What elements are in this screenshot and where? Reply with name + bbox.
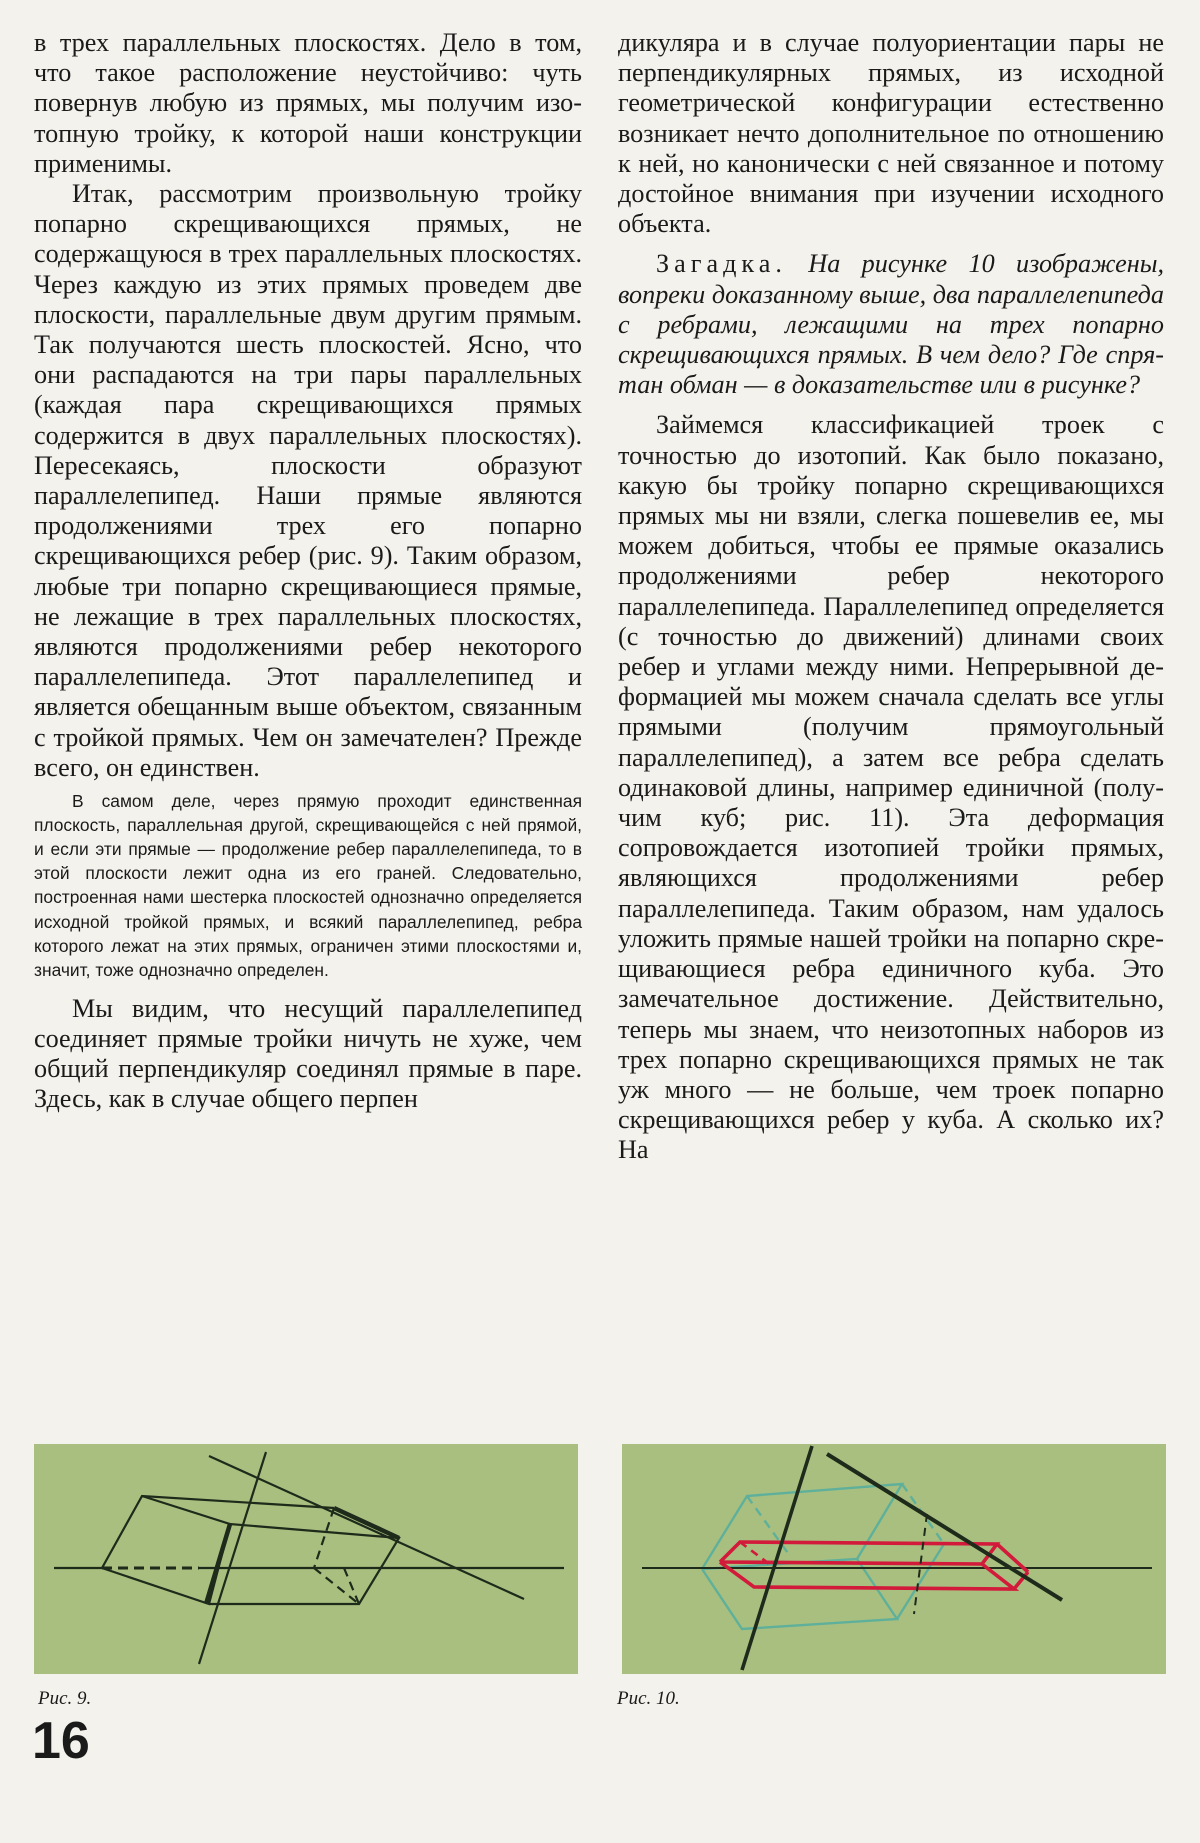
riddle-text: На рисунке 10 изображены, вопреки доказанному выше, два параллелепипеда с ребрами, лежащими на трех попарно скрещивающихся прямых. В чем дело? Где спрятан обман — в доказательстве или в рисунке?: [618, 249, 1164, 400]
left-column: [34, 28, 582, 1115]
left-paragraph-3: Мы видим, что несущий параллелепипед соединяет прямые тройки ничуть не хуже, чем общий перпендикуляр соединял прямые в паре. Здесь, как в случае общего перпен: [34, 993, 582, 1114]
fig10-teal-hidden-2: [747, 1496, 790, 1556]
fig10-teal-top: [702, 1484, 902, 1569]
riddle-paragraph: [618, 249, 1164, 400]
left-paragraph-2: Итак, рассмотрим произвольную тройку попарно скрещивающихся прямых, не содержащуюся в трех параллельных плоскостях. Через каждую из этих прямых проведем две плоскости, параллельные двум другим прямым. Так получаются шесть плоскостей. Ясно, что они распадаются на три пары параллельных (каждая пара скрещивающихся прямых содержится в двух параллельных плоскостях). Пересекаясь, плоскости образуют параллелепипед. Наши прямые являются продолжениями трех его попарно скрещивающихся ребер (рис. 9). Таким образом, любые три попарно скрещивающиеся прямые, не лежащие в трех параллельных плоскостях, являются продолжениями ребер некоторого параллелепипеда. Этот параллелепипед и является обещанным выше объектом, связанным с тройкой прямых. Чем он замечателен? Прежде всего, он единствен.: [34, 179, 582, 782]
fig10-line-diagonal: [827, 1454, 1062, 1600]
fig9-edge-hidden-1: [314, 1508, 334, 1568]
left-paragraph-1: в трех параллельных плоскостях. Дело в том, что такое расположение неустойчиво: чуть повернув любую из прямых, мы получим изотопную тройку, к которой наши конструкции применимы.: [34, 28, 582, 178]
riddle-label: Загадка.: [656, 249, 787, 279]
figure-10-caption: Рис. 10.: [617, 1688, 680, 1709]
figure-9-caption: Рис. 9.: [38, 1688, 92, 1709]
fig9-face-front: [102, 1524, 399, 1604]
left-small-print: В самом деле, через прямую проходит единственная плоскость, параллельная другой, скрещивающейся с ней прямой, и если эти прямые — продолжение ребер параллелепипеда, то в этой плоскости лежит одна из его граней. Следовательно, построенная нами шестерка плоскостей однозначно определяется исходной тройкой прямых, и всякий параллелепипед, ребра которого лежат на этих прямых, ограничен этими плоскостями и, значит, тоже однозначно определен.: [34, 791, 582, 980]
figure-10-drawing: [622, 1444, 1166, 1674]
fig9-line-diagonal: [209, 1456, 524, 1599]
figure-9-drawing: [34, 1444, 578, 1674]
page-number: 16: [32, 1712, 90, 1770]
right-paragraph-1: дикуляра и в случае полуориентации пары не перпендикулярных прямых, из исходной геометрической конфигурации естественно возникает нечто дополнительное по отношению к ней, но канонически с ней связанное и потому достойное внимания при изучении исходного объекта.: [618, 28, 1164, 239]
fig10-teal-right: [897, 1544, 944, 1619]
fig10-line-steep: [742, 1446, 812, 1670]
figure-10: [622, 1444, 1166, 1674]
right-column: [618, 28, 1164, 1166]
figure-9: [34, 1444, 578, 1674]
right-paragraph-2: Займемся классификацией троек с точностью до изотопий. Как было показано, какую бы тройку попарно скрещивающихся прямых мы ни взяли, слегка пошевелив ее, мы можем добиться, чтобы ее прямые оказались продолжениями ребер некоторого параллелепипеда. Параллелепипед определяется (с точностью до движений) длинами своих ребер и углами между ними. Непрерывной деформацией мы можем сначала сделать все углы прямыми (получим прямоугольный параллелепипед), а затем все ребра сделать одинаковой длины, например единичной (получим куб; рис. 11). Эта деформация сопровождается изотопией тройки прямых, являющихся продолжениями ребер параллелепипеда. Таким образом, нам удалось уложить прямые нашей тройки на попарно скрещивающиеся ребра единичного куба. Это замечательное достижение. Действительно, теперь мы знаем, что неизотопных наборов из трех попарно скрещивающихся прямых не так уж много — не больше, чем троек попарно скрещивающихся ребер у куба. А сколько их? На: [618, 410, 1164, 1165]
fig9-line-steep: [199, 1452, 266, 1664]
